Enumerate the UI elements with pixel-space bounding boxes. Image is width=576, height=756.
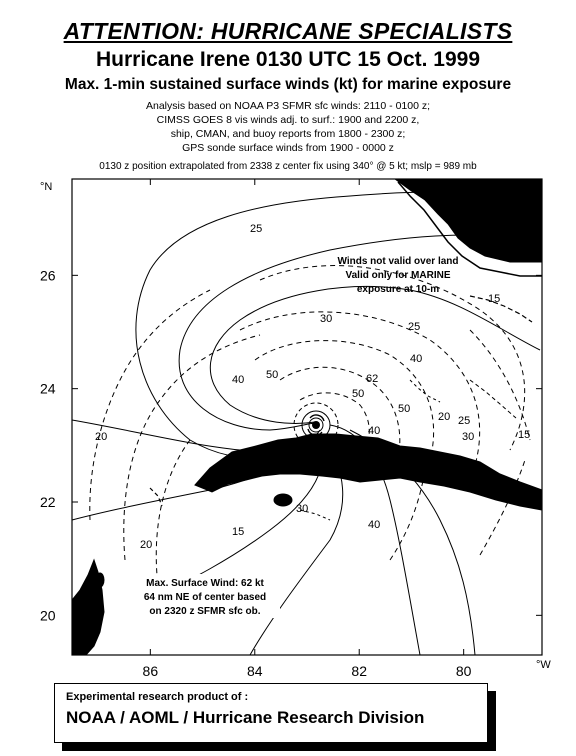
contour-label: 40	[232, 374, 245, 386]
banner-title: ATTENTION: HURRICANE SPECIALISTS	[63, 18, 513, 44]
max-wind-line-2: 64 nm NE of center based	[143, 592, 267, 603]
page-title: Hurricane Irene 0130 UTC 15 Oct. 1999	[95, 48, 481, 71]
lon-tick-label: 86	[142, 663, 159, 679]
contour-label: 62	[366, 373, 379, 385]
max-wind-note	[132, 574, 280, 618]
position-note: 0130 z position extrapolated from 2338 z center fix using 340° @ 5 kt; mslp = 989 mb	[99, 161, 477, 172]
contour-label: 50	[352, 388, 365, 400]
contour-label: 25	[458, 415, 471, 427]
contour-label: 25	[250, 223, 263, 235]
contour-label: 25	[408, 321, 421, 333]
max-wind-line-3: on 2320 z SFMR sfc ob.	[149, 606, 261, 617]
footer-line-1: Experimental research product of :	[66, 691, 249, 703]
subtitle: Max. 1-min sustained surface winds (kt) for marine exposure	[64, 76, 512, 93]
footer-box	[54, 683, 488, 743]
lat-tick-label: 26	[40, 267, 56, 284]
lat-tick-label: 22	[40, 494, 56, 510]
contour-label: 40	[368, 519, 381, 531]
contour-label: 20	[438, 411, 451, 423]
lat-unit: °N	[40, 181, 53, 193]
lat-tick-label: 20	[40, 607, 56, 624]
contour-label: 20	[95, 431, 108, 443]
contour-label: 30	[296, 503, 309, 515]
lon-tick-label: 84	[246, 663, 263, 679]
analysis-note-4: GPS sonde surface winds from 1900 - 0000 z	[182, 142, 394, 154]
contour-label: 20	[140, 539, 153, 551]
land-note-line-2: Valid only for MARINE	[345, 270, 451, 281]
analysis-note-1: Analysis based on NOAA P3 SFMR sfc winds: 2110 - 0100 z;	[145, 100, 431, 112]
contour-label: 15	[488, 293, 501, 305]
contour-label: 40	[368, 425, 381, 437]
contour-label: 50	[398, 403, 411, 415]
max-wind-line-1: Max. Surface Wind: 62 kt	[146, 578, 264, 589]
analysis-note-3: ship, CMAN, and buoy reports from 1800 - 2300 z;	[170, 128, 406, 140]
lon-unit: °W	[536, 659, 551, 671]
analysis-note-2: CIMSS GOES 8 vis winds adj. to surf.: 1900 and 2200 z,	[156, 114, 420, 126]
contour-label: 30	[462, 431, 475, 443]
contour-label: 15	[232, 526, 245, 538]
land-note-line-3: exposure at 10-m	[356, 284, 440, 295]
lat-tick-label: 24	[40, 380, 56, 397]
lon-tick-label: 82	[351, 663, 368, 679]
land-note-line-1: Winds not valid over land	[337, 256, 459, 267]
contour-label: 50	[266, 369, 279, 381]
footer-line-2: NOAA / AOML / Hurricane Research Division	[66, 708, 425, 727]
contour-label: 15	[518, 429, 531, 441]
contour-label: 40	[410, 353, 423, 365]
lon-tick-label: 80	[455, 663, 472, 679]
contour-label: 30	[320, 313, 333, 325]
